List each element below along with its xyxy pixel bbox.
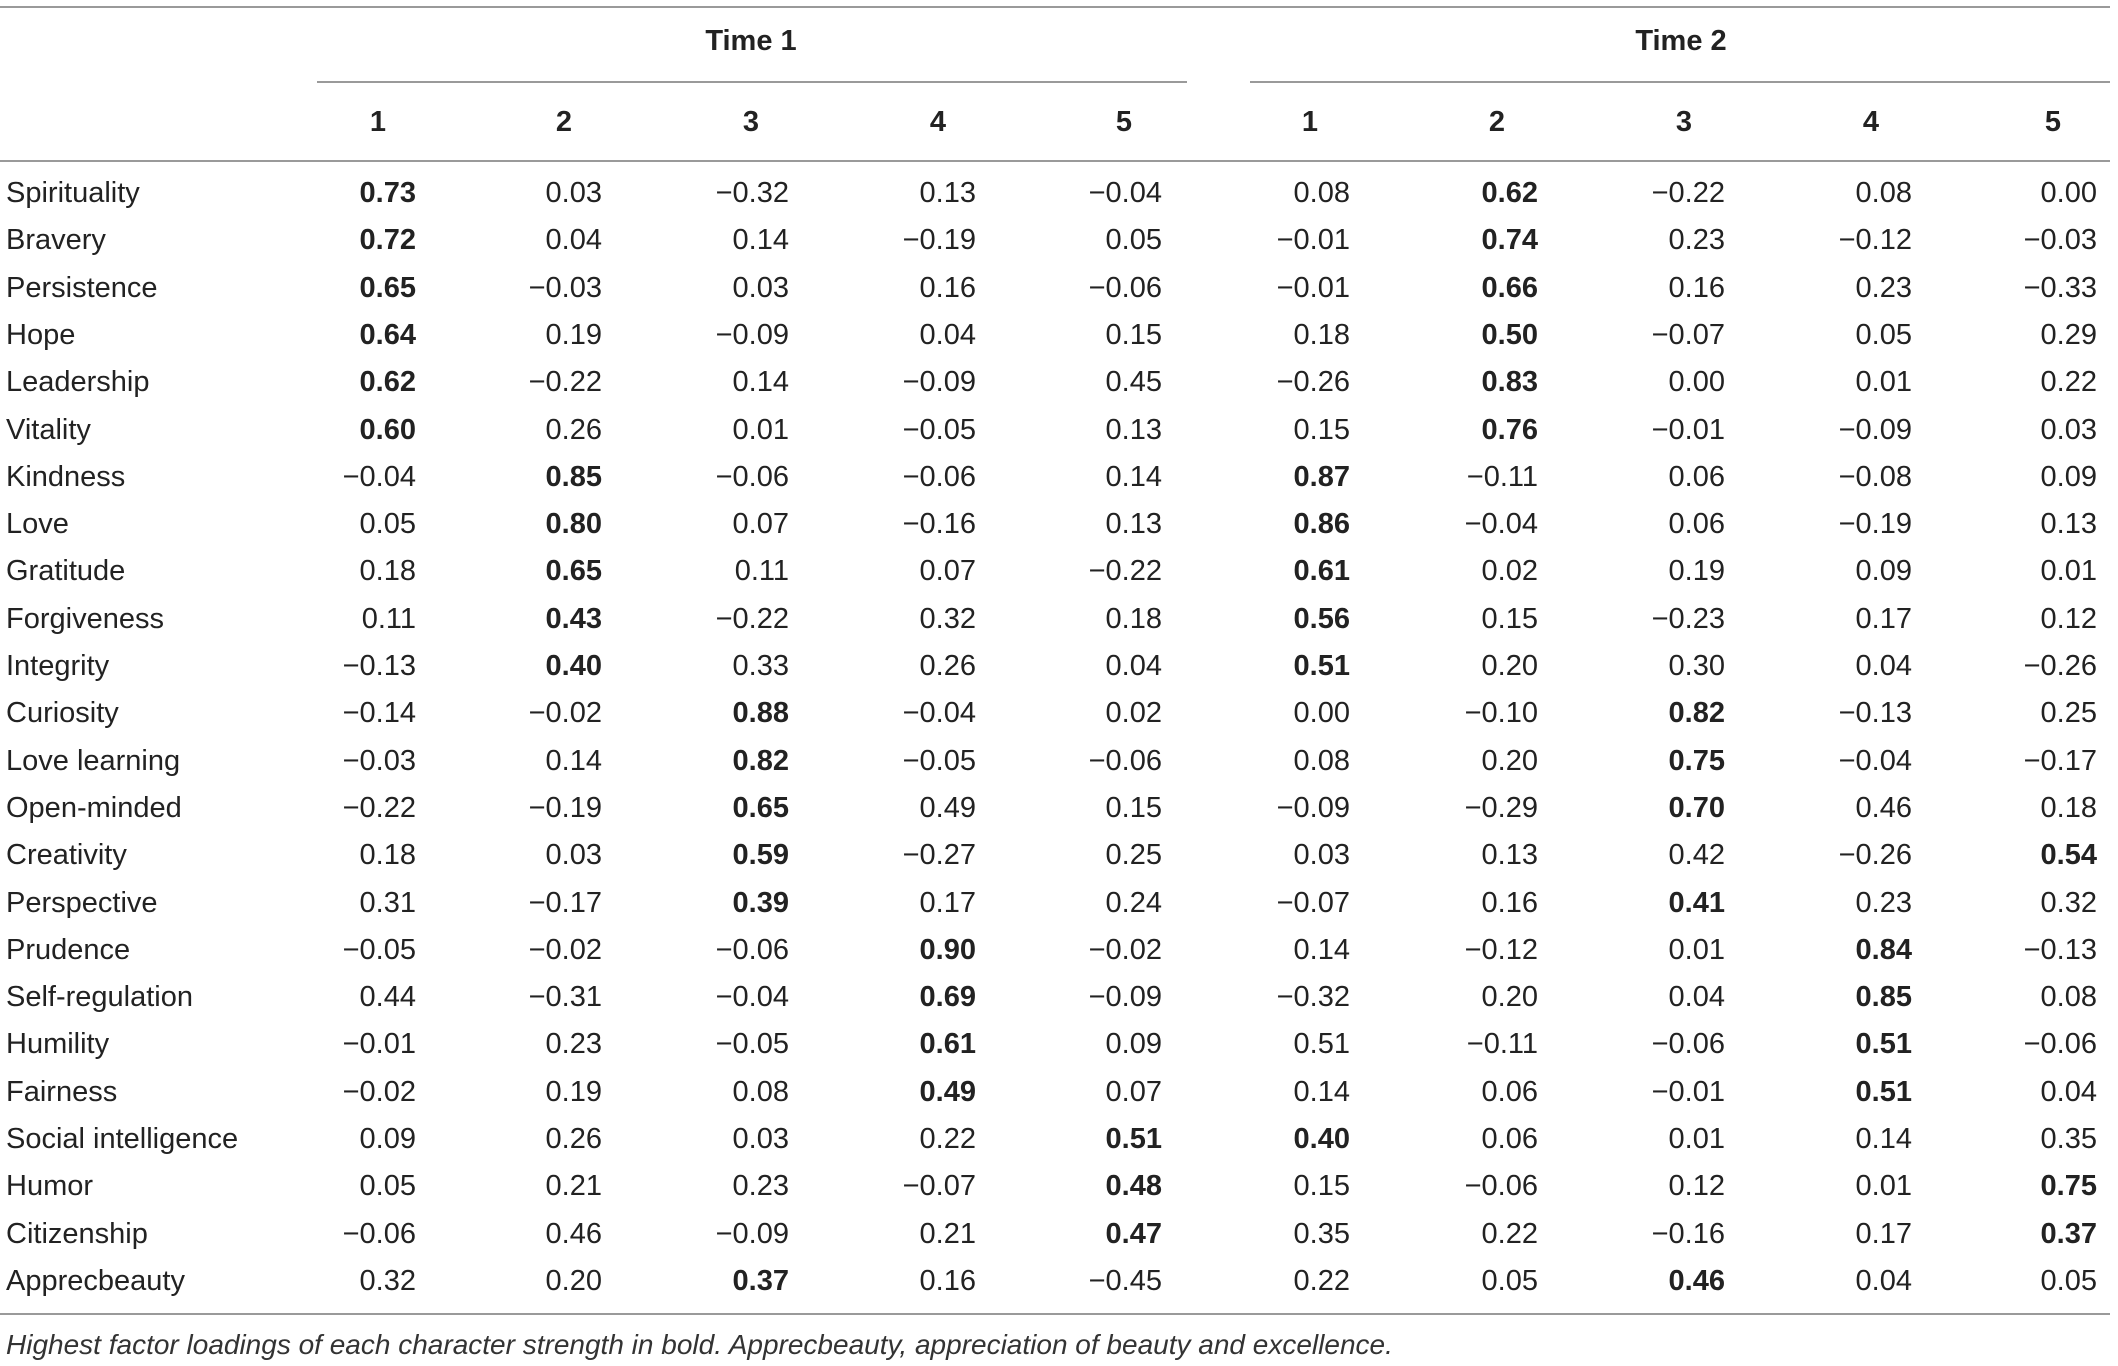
table-cell: −0.13: [342, 650, 416, 682]
table-cell: 0.12: [2040, 603, 2097, 635]
row-label: Social intelligence: [6, 1123, 239, 1155]
table-cell: −0.22: [342, 792, 416, 824]
table-cell: −0.04: [1838, 745, 1912, 777]
table-cell: −0.17: [528, 887, 602, 919]
table-cell: −0.04: [1088, 177, 1162, 209]
table-cell: 0.04: [1855, 650, 1912, 682]
table-cell: −0.17: [2023, 745, 2097, 777]
table-cell: 0.16: [1481, 887, 1538, 919]
table-cell: 0.08: [1293, 745, 1350, 777]
table-cell: 0.03: [732, 272, 789, 304]
table-cell: −0.22: [1088, 555, 1162, 587]
table-cell: 0.23: [1855, 887, 1912, 919]
table-cell: 0.65: [359, 272, 416, 304]
table-cell: 0.42: [1668, 839, 1725, 871]
table-cell: 0.40: [1293, 1123, 1350, 1155]
table-cell: 0.19: [545, 319, 602, 351]
table-cell: 0.25: [2040, 697, 2097, 729]
table-cell: 0.08: [2040, 981, 2097, 1013]
table-cell: 0.66: [1481, 272, 1538, 304]
table-cell: 0.01: [1668, 934, 1725, 966]
table-cell: −0.26: [1838, 839, 1912, 871]
table-cell: −0.16: [1651, 1218, 1725, 1250]
table-cell: 0.13: [1105, 508, 1162, 540]
table-cell: 0.23: [1855, 272, 1912, 304]
table-cell: 0.51: [1105, 1123, 1162, 1155]
table-cell: −0.03: [528, 272, 602, 304]
table-cell: 0.15: [1293, 1170, 1350, 1202]
table-cell: −0.01: [342, 1028, 416, 1060]
table-cell: 0.62: [359, 366, 416, 398]
table-cell: −0.05: [715, 1028, 789, 1060]
row-label: Vitality: [6, 414, 91, 446]
row-label: Kindness: [6, 461, 126, 493]
table-cell: −0.04: [1464, 508, 1538, 540]
table-cell: 0.62: [1481, 177, 1538, 209]
table-cell: 0.44: [359, 981, 416, 1013]
table-cell: −0.09: [1838, 414, 1912, 446]
row-label: Gratitude: [6, 555, 126, 587]
table-cell: 0.40: [545, 650, 602, 682]
table-cell: 0.87: [1293, 461, 1350, 493]
table-cell: −0.31: [528, 981, 602, 1013]
table-cell: 0.20: [545, 1265, 602, 1297]
column-header-t1-1: 1: [369, 106, 387, 138]
table-cell: 0.86: [1293, 508, 1350, 540]
table-cell: 0.18: [359, 839, 416, 871]
table-cell: 0.41: [1668, 887, 1725, 919]
group-rule-time-2: [1250, 81, 2110, 83]
table-cell: 0.46: [545, 1218, 602, 1250]
row-label: Love: [6, 508, 69, 540]
row-label: Apprecbeauty: [6, 1265, 185, 1297]
table-cell: 0.74: [1481, 224, 1538, 256]
table-cell: 0.18: [359, 555, 416, 587]
table-cell: −0.09: [1088, 981, 1162, 1013]
table-cell: −0.02: [342, 1076, 416, 1108]
table-cell: 0.13: [919, 177, 976, 209]
row-label: Curiosity: [6, 697, 119, 729]
table-cell: −0.14: [342, 697, 416, 729]
column-header-t2-4: 4: [1862, 106, 1880, 138]
table-cell: 0.84: [1855, 934, 1912, 966]
table-cell: 0.49: [919, 792, 976, 824]
table-cell: 0.08: [1855, 177, 1912, 209]
table-cell: 0.01: [1855, 366, 1912, 398]
table-cell: −0.33: [2023, 272, 2097, 304]
table-cell: 0.23: [545, 1028, 602, 1060]
table-cell: −0.09: [715, 1218, 789, 1250]
table-cell: 0.05: [1105, 224, 1162, 256]
table-cell: 0.03: [2040, 414, 2097, 446]
table-cell: 0.45: [1105, 366, 1162, 398]
table-cell: 0.69: [919, 981, 976, 1013]
table-cell: −0.10: [1464, 697, 1538, 729]
table-cell: 0.15: [1293, 414, 1350, 446]
table-cell: 0.07: [732, 508, 789, 540]
table-cell: 0.01: [1668, 1123, 1725, 1155]
table-cell: 0.05: [1481, 1265, 1538, 1297]
table-cell: 0.30: [1668, 650, 1725, 682]
column-header-t2-2: 2: [1488, 106, 1506, 138]
table-cell: 0.25: [1105, 839, 1162, 871]
table-cell: 0.26: [545, 1123, 602, 1155]
row-label: Forgiveness: [6, 603, 164, 635]
table-cell: 0.29: [2040, 319, 2097, 351]
table-cell: 0.07: [1105, 1076, 1162, 1108]
table-cell: 0.56: [1293, 603, 1350, 635]
table-cell: −0.06: [1651, 1028, 1725, 1060]
table-cell: −0.01: [1651, 414, 1725, 446]
table-cell: 0.04: [1105, 650, 1162, 682]
table-cell: 0.51: [1293, 650, 1350, 682]
table-cell: 0.16: [919, 272, 976, 304]
row-label: Citizenship: [6, 1218, 148, 1250]
table-cell: 0.17: [1855, 603, 1912, 635]
table-cell: 0.14: [1293, 1076, 1350, 1108]
table-cell: 0.23: [1668, 224, 1725, 256]
table-cell: −0.11: [1466, 1028, 1538, 1060]
column-header-t2-5: 5: [2044, 106, 2062, 138]
table-note: Highest factor loadings of each character strength in bold. Apprecbeauty, appreciation of beauty and excellence.: [6, 1329, 1393, 1360]
table-cell: 0.35: [1293, 1218, 1350, 1250]
table-cell: 0.22: [2040, 366, 2097, 398]
table-cell: 0.26: [919, 650, 976, 682]
table-cell: −0.22: [715, 603, 789, 635]
table-cell: 0.19: [1668, 555, 1725, 587]
table-cell: 0.22: [1293, 1265, 1350, 1297]
table-cell: −0.04: [342, 461, 416, 493]
table-cell: 0.20: [1481, 650, 1538, 682]
table-cell: 0.85: [1855, 981, 1912, 1013]
table-cell: 0.61: [1293, 555, 1350, 587]
table-cell: −0.06: [902, 461, 976, 493]
table-cell: 0.04: [1668, 981, 1725, 1013]
table-cell: 0.85: [545, 461, 602, 493]
column-header-t1-5: 5: [1115, 106, 1133, 138]
table-cell: 0.00: [1668, 366, 1725, 398]
table-cell: −0.04: [902, 697, 976, 729]
table-cell: 0.18: [2040, 792, 2097, 824]
table-cell: −0.06: [715, 934, 789, 966]
table-cell: 0.03: [545, 839, 602, 871]
row-label: Self-regulation: [6, 981, 193, 1013]
table-cell: 0.13: [1481, 839, 1538, 871]
table-cell: 0.05: [359, 508, 416, 540]
table-cell: 0.82: [1668, 697, 1725, 729]
table-cell: −0.09: [715, 319, 789, 351]
table-cell: −0.01: [1651, 1076, 1725, 1108]
table-cell: 0.06: [1481, 1123, 1538, 1155]
column-header-t2-1: 1: [1301, 106, 1319, 138]
table-cell: 0.02: [1481, 555, 1538, 587]
top-rule: [0, 6, 2110, 8]
table-cell: 0.02: [1105, 697, 1162, 729]
table-cell: 0.75: [2040, 1170, 2097, 1202]
table-cell: 0.04: [1855, 1265, 1912, 1297]
table-cell: 0.11: [361, 603, 416, 635]
table-cell: −0.11: [1466, 461, 1538, 493]
table-cell: 0.76: [1481, 414, 1538, 446]
table-cell: 0.65: [545, 555, 602, 587]
table-cell: 0.16: [1668, 272, 1725, 304]
table-cell: 0.03: [732, 1123, 789, 1155]
table-cell: 0.24: [1105, 887, 1162, 919]
table-cell: 0.17: [919, 887, 976, 919]
table-cell: 0.09: [359, 1123, 416, 1155]
table-cell: 0.04: [2040, 1076, 2097, 1108]
column-header-t2-3: 3: [1675, 106, 1693, 138]
table-cell: −0.01: [1276, 272, 1350, 304]
table-cell: 0.50: [1481, 319, 1538, 351]
table-cell: 0.04: [545, 224, 602, 256]
table-cell: −0.07: [1276, 887, 1350, 919]
table-cell: 0.72: [359, 224, 416, 256]
table-cell: 0.05: [359, 1170, 416, 1202]
table-cell: −0.03: [2023, 224, 2097, 256]
table-cell: 0.33: [732, 650, 789, 682]
table-cell: 0.11: [734, 555, 789, 587]
table-cell: 0.43: [545, 603, 602, 635]
table-cell: 0.32: [2040, 887, 2097, 919]
row-label: Spirituality: [6, 177, 140, 209]
table-cell: 0.48: [1105, 1170, 1162, 1202]
table-cell: 0.88: [732, 697, 789, 729]
table-cell: 0.05: [2040, 1265, 2097, 1297]
group-header-time-2: Time 2: [1635, 25, 1727, 57]
table-cell: −0.04: [715, 981, 789, 1013]
table-cell: 0.03: [545, 177, 602, 209]
table-cell: 0.14: [732, 224, 789, 256]
table-cell: 0.60: [359, 414, 416, 446]
table-cell: 0.31: [359, 887, 416, 919]
table-cell: −0.05: [902, 745, 976, 777]
table-cell: −0.07: [1651, 319, 1725, 351]
table-cell: −0.05: [342, 934, 416, 966]
table-cell: −0.22: [528, 366, 602, 398]
table-cell: 0.05: [1855, 319, 1912, 351]
table-cell: 0.26: [545, 414, 602, 446]
table-cell: 0.59: [732, 839, 789, 871]
table-cell: 0.14: [545, 745, 602, 777]
table-cell: 0.21: [919, 1218, 976, 1250]
table-cell: −0.19: [1838, 508, 1912, 540]
table-cell: −0.06: [342, 1218, 416, 1250]
table-cell: −0.06: [2023, 1028, 2097, 1060]
table-cell: −0.19: [528, 792, 602, 824]
table-cell: 0.18: [1293, 319, 1350, 351]
table-cell: 0.18: [1105, 603, 1162, 635]
row-label: Creativity: [6, 839, 127, 871]
table-cell: −0.07: [902, 1170, 976, 1202]
header-rule: [0, 160, 2110, 162]
row-label: Humor: [6, 1170, 94, 1202]
table-cell: 0.51: [1293, 1028, 1350, 1060]
table-cell: 0.06: [1668, 508, 1725, 540]
column-header-t1-2: 2: [555, 106, 573, 138]
table-cell: 0.08: [1293, 177, 1350, 209]
table-cell: 0.51: [1855, 1028, 1912, 1060]
table-cell: 0.23: [732, 1170, 789, 1202]
table-cell: 0.03: [1293, 839, 1350, 871]
table-cell: 0.09: [1855, 555, 1912, 587]
table-cell: 0.19: [545, 1076, 602, 1108]
table-cell: 0.20: [1481, 745, 1538, 777]
table-cell: 0.07: [919, 555, 976, 587]
table-cell: −0.02: [1088, 934, 1162, 966]
row-label: Prudence: [6, 934, 131, 966]
table-cell: 0.46: [1668, 1265, 1725, 1297]
table-cell: −0.27: [902, 839, 976, 871]
table-cell: 0.35: [2040, 1123, 2097, 1155]
table-cell: −0.13: [1838, 697, 1912, 729]
table-cell: −0.03: [342, 745, 416, 777]
row-label: Leadership: [6, 366, 150, 398]
table-cell: −0.02: [528, 934, 602, 966]
table-cell: 0.01: [1855, 1170, 1912, 1202]
table-cell: 0.37: [2040, 1218, 2097, 1250]
table-cell: −0.13: [2023, 934, 2097, 966]
bottom-rule: [0, 1313, 2110, 1315]
row-label: Humility: [6, 1028, 110, 1060]
table-cell: 0.51: [1855, 1076, 1912, 1108]
table-cell: −0.32: [715, 177, 789, 209]
column-header-t1-4: 4: [929, 106, 947, 138]
table-cell: 0.70: [1668, 792, 1725, 824]
table-cell: −0.06: [1088, 272, 1162, 304]
table-cell: 0.09: [2040, 461, 2097, 493]
table-cell: 0.15: [1105, 319, 1162, 351]
table-cell: −0.45: [1088, 1265, 1162, 1297]
table-cell: 0.73: [359, 177, 416, 209]
table-cell: −0.32: [1276, 981, 1350, 1013]
table-cell: 0.14: [1105, 461, 1162, 493]
table-cell: −0.23: [1651, 603, 1725, 635]
table-cell: 0.14: [1293, 934, 1350, 966]
table-cell: −0.26: [1276, 366, 1350, 398]
table-cell: 0.21: [545, 1170, 602, 1202]
table-cell: −0.06: [1088, 745, 1162, 777]
table-cell: 0.17: [1855, 1218, 1912, 1250]
table-cell: 0.61: [919, 1028, 976, 1060]
table-cell: −0.26: [2023, 650, 2097, 682]
table-cell: −0.06: [715, 461, 789, 493]
group-header-time-1: Time 1: [705, 25, 797, 57]
table-cell: 0.64: [359, 319, 416, 351]
row-label: Integrity: [6, 650, 110, 682]
row-label: Perspective: [6, 887, 158, 919]
table-cell: −0.16: [902, 508, 976, 540]
table-cell: −0.06: [1464, 1170, 1538, 1202]
table-cell: 0.37: [732, 1265, 789, 1297]
table-cell: −0.02: [528, 697, 602, 729]
table-cell: 0.16: [919, 1265, 976, 1297]
table-cell: 0.22: [919, 1123, 976, 1155]
table-cell: 0.80: [545, 508, 602, 540]
table-cell: 0.08: [732, 1076, 789, 1108]
table-cell: −0.22: [1651, 177, 1725, 209]
table-cell: 0.06: [1668, 461, 1725, 493]
group-rule-time-1: [317, 81, 1187, 83]
table-cell: 0.13: [2040, 508, 2097, 540]
table-cell: 0.39: [732, 887, 789, 919]
table-cell: 0.75: [1668, 745, 1725, 777]
row-label: Fairness: [6, 1076, 118, 1108]
table-cell: 0.12: [1668, 1170, 1725, 1202]
table-cell: 0.82: [732, 745, 789, 777]
table-cell: −0.09: [902, 366, 976, 398]
table-cell: 0.15: [1105, 792, 1162, 824]
table-cell: 0.14: [1855, 1123, 1912, 1155]
table-cell: 0.32: [359, 1265, 416, 1297]
table-cell: 0.90: [919, 934, 976, 966]
table-cell: 0.46: [1855, 792, 1912, 824]
table-cell: −0.09: [1276, 792, 1350, 824]
table-cell: 0.14: [732, 366, 789, 398]
table-cell: 0.09: [1105, 1028, 1162, 1060]
table-cell: 0.32: [919, 603, 976, 635]
row-label: Persistence: [6, 272, 158, 304]
table-cell: 0.01: [732, 414, 789, 446]
table-cell: −0.05: [902, 414, 976, 446]
row-label: Love learning: [6, 745, 181, 777]
table-cell: 0.01: [2040, 555, 2097, 587]
table-cell: 0.13: [1105, 414, 1162, 446]
table-cell: 0.06: [1481, 1076, 1538, 1108]
table-cell: −0.01: [1276, 224, 1350, 256]
table-cell: 0.04: [919, 319, 976, 351]
table-cell: −0.08: [1838, 461, 1912, 493]
table-cell: −0.12: [1464, 934, 1538, 966]
table-cell: 0.15: [1481, 603, 1538, 635]
table-cell: 0.83: [1481, 366, 1538, 398]
row-label: Bravery: [6, 224, 106, 256]
table-cell: −0.29: [1464, 792, 1538, 824]
table-cell: −0.12: [1838, 224, 1912, 256]
table-cell: −0.19: [902, 224, 976, 256]
row-label: Open-minded: [6, 792, 182, 824]
table-cell: 0.54: [2040, 839, 2097, 871]
table-cell: 0.22: [1481, 1218, 1538, 1250]
table-cell: 0.65: [732, 792, 789, 824]
column-header-t1-3: 3: [742, 106, 760, 138]
table-cell: 0.00: [1293, 697, 1350, 729]
table-cell: 0.20: [1481, 981, 1538, 1013]
table-cell: 0.47: [1105, 1218, 1162, 1250]
table-cell: 0.49: [919, 1076, 976, 1108]
table-cell: 0.00: [2040, 177, 2097, 209]
row-label: Hope: [6, 319, 76, 351]
